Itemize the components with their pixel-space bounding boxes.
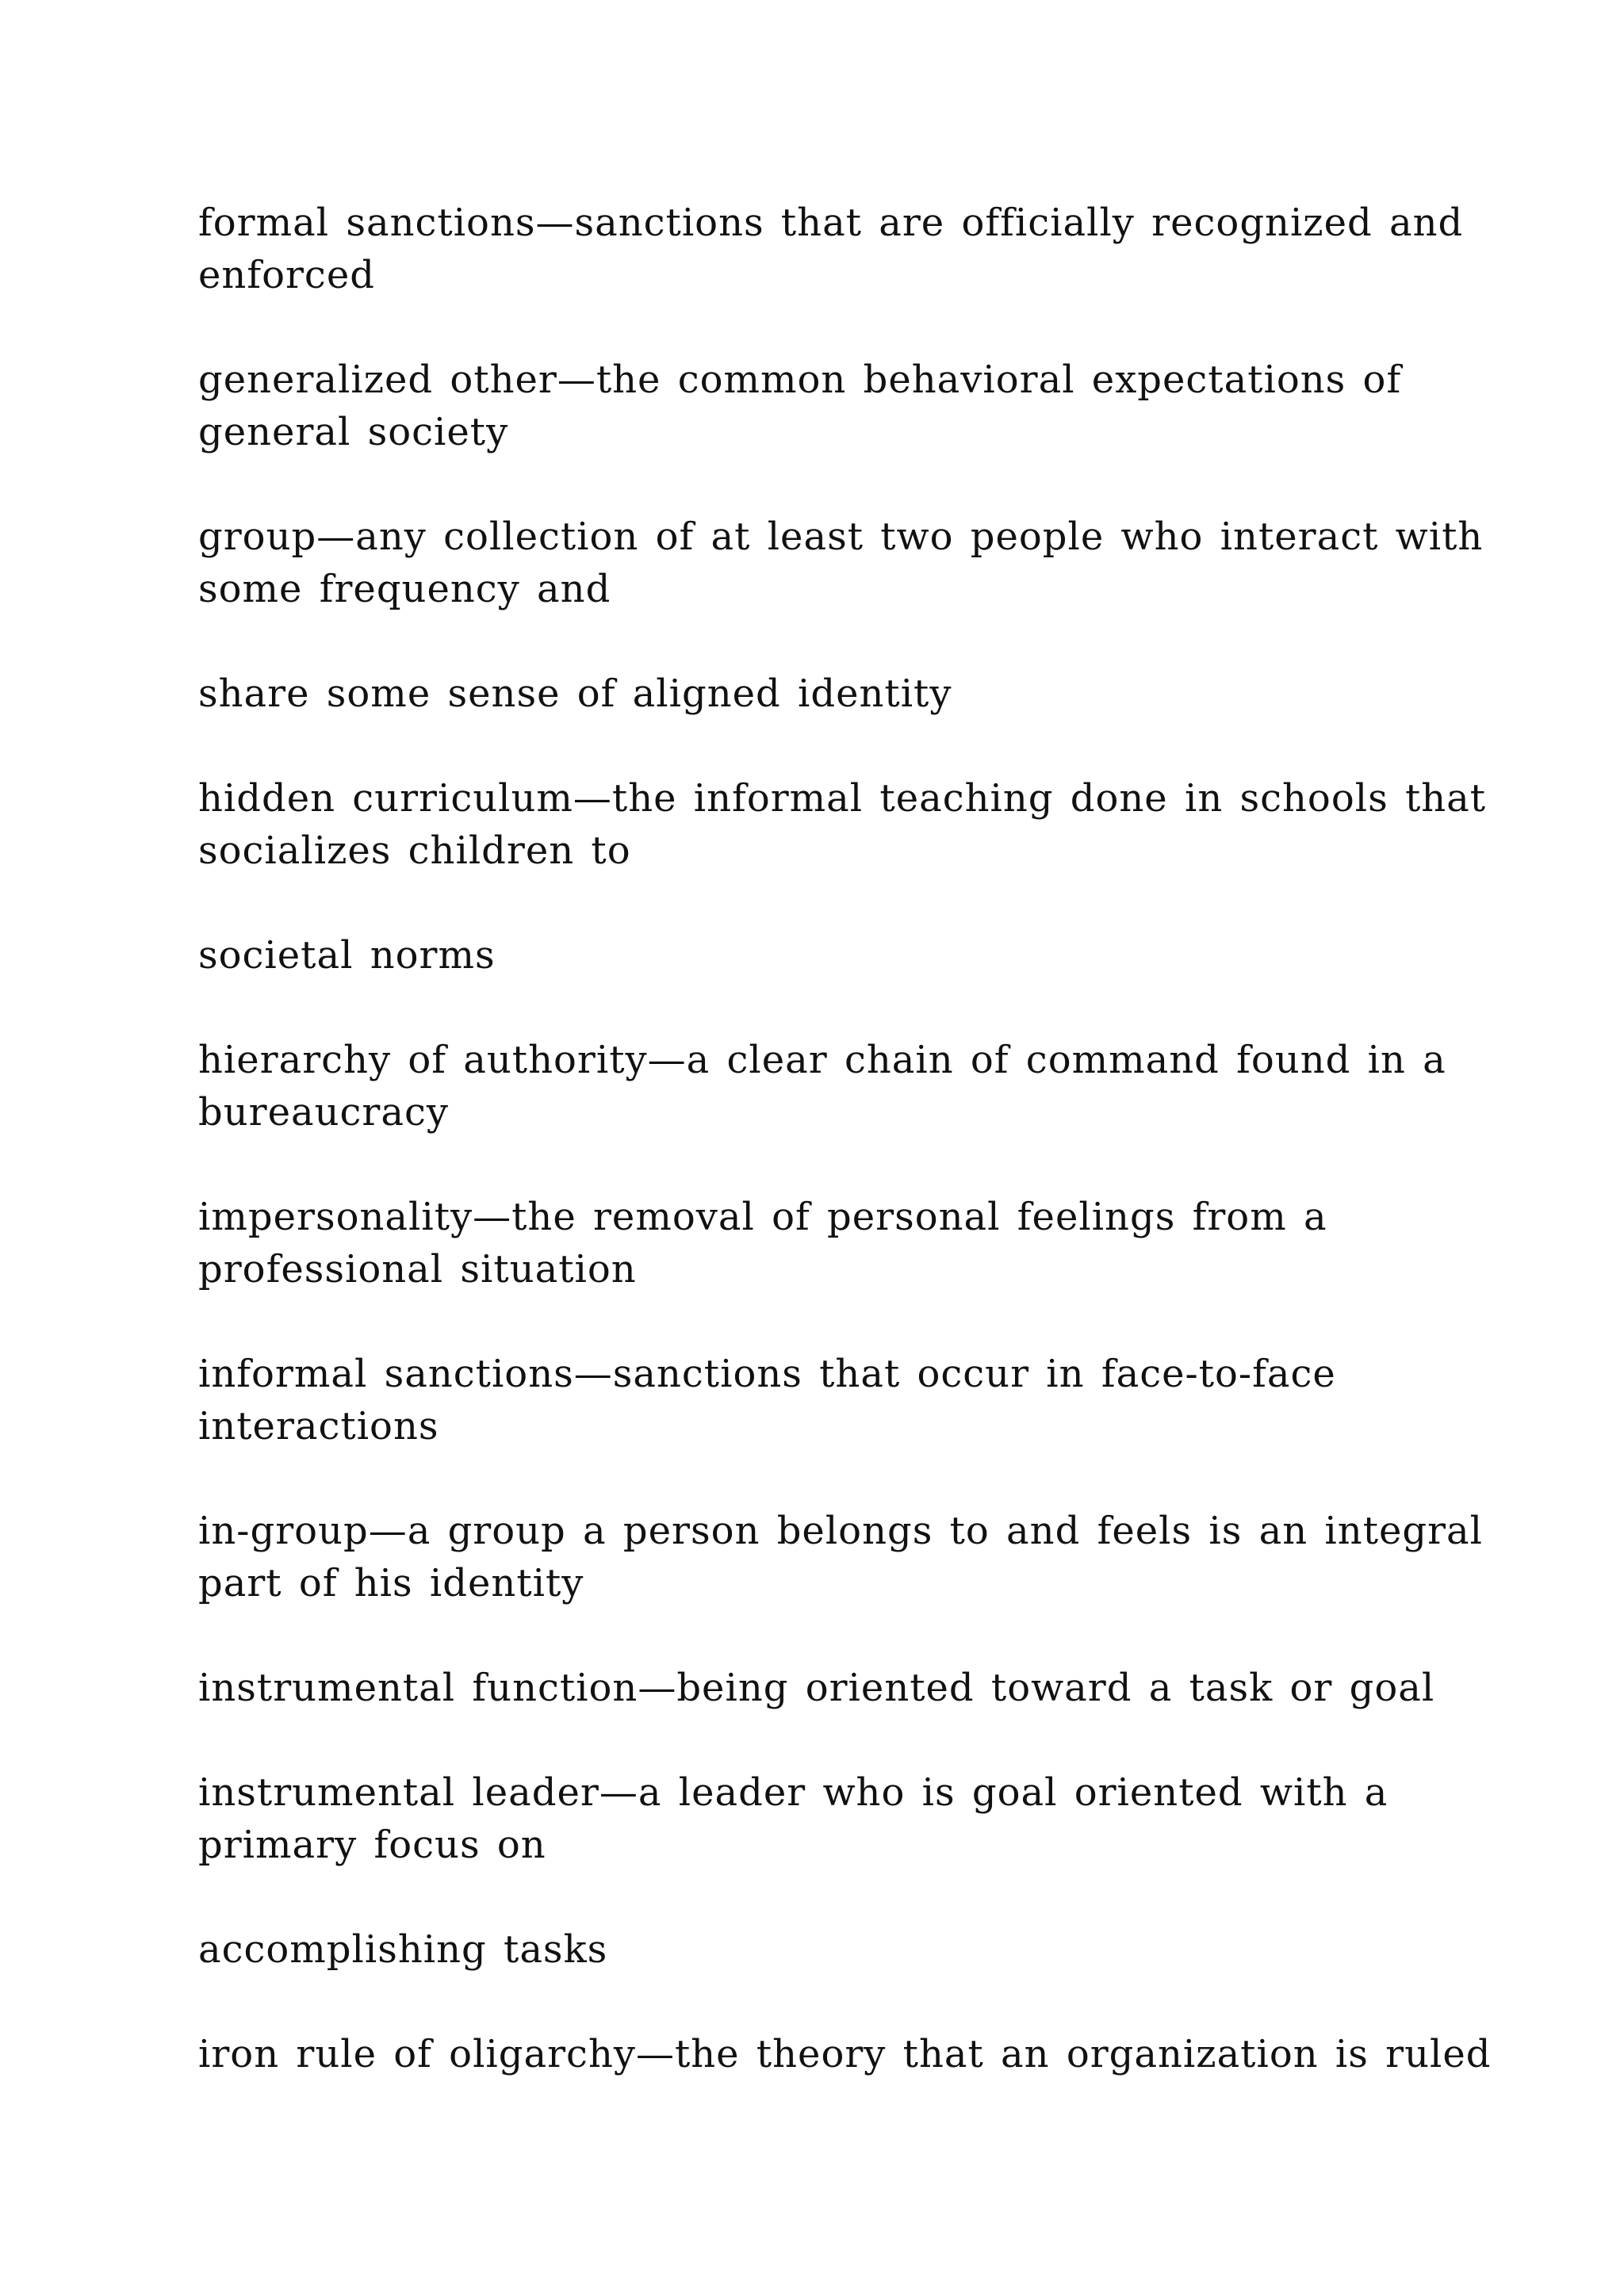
text-line: iron rule of oligarchy—the theory that an organization is ruled [198,2032,1492,2076]
glossary-entry-instrumental-leader [198,1766,1483,1871]
text-paragraph [198,668,1483,720]
glossary-entry-hierarchy-of-authority [198,1034,1483,1138]
text-line: interactions [198,1404,439,1448]
glossary-entry-instrumental-function [198,1662,1483,1714]
text-line: generalized other—the common behavioral expectations of [198,358,1402,402]
text-line: socializes children to [198,828,631,873]
text-line: group—any collection of at least two people who interact with [198,515,1484,559]
glossary-entry-formal-sanctions [198,197,1483,301]
glossary-entry-in-group [198,1505,1483,1609]
text-line: bureaucracy [198,1090,449,1135]
text-line: instrumental leader—a leader who is goal oriented with a [198,1770,1388,1815]
text-line: share some sense of aligned identity [198,672,952,716]
text-line: accomplishing tasks [198,1927,608,1972]
text-line: hidden curriculum—the informal teaching done in schools that [198,776,1487,821]
text-line: professional situation [198,1247,637,1292]
text-line: enforced [198,253,375,297]
glossary-entry-group [198,511,1483,615]
text-line: primary focus on [198,1823,546,1867]
glossary-entry-generalized-other [198,354,1483,458]
text-line: hierarchy of authority—a clear chain of command found in a [198,1038,1446,1082]
text-line: formal sanctions—sanctions that are officially recognized and [198,201,1464,245]
text-line: instrumental function—being oriented toward a task or goal [198,1666,1435,1710]
glossary-entry-iron-rule-of-oligarchy [198,2028,1492,2080]
text-line: some frequency and [198,567,611,611]
text-paragraph [198,929,1483,982]
text-line: general society [198,410,509,454]
text-line: impersonality—the removal of personal feelings from a [198,1195,1327,1239]
glossary-entry-hidden-curriculum [198,772,1487,877]
text-line: part of his identity [198,1561,584,1605]
text-line: societal norms [198,933,496,978]
glossary-entry-impersonality [198,1191,1483,1295]
glossary-entry-informal-sanctions [198,1348,1483,1452]
text-line: in-group—a group a person belongs to and feels is an integral [198,1509,1484,1553]
text-paragraph [198,1923,1483,1976]
text-line: informal sanctions—sanctions that occur in face-to-face [198,1352,1336,1396]
